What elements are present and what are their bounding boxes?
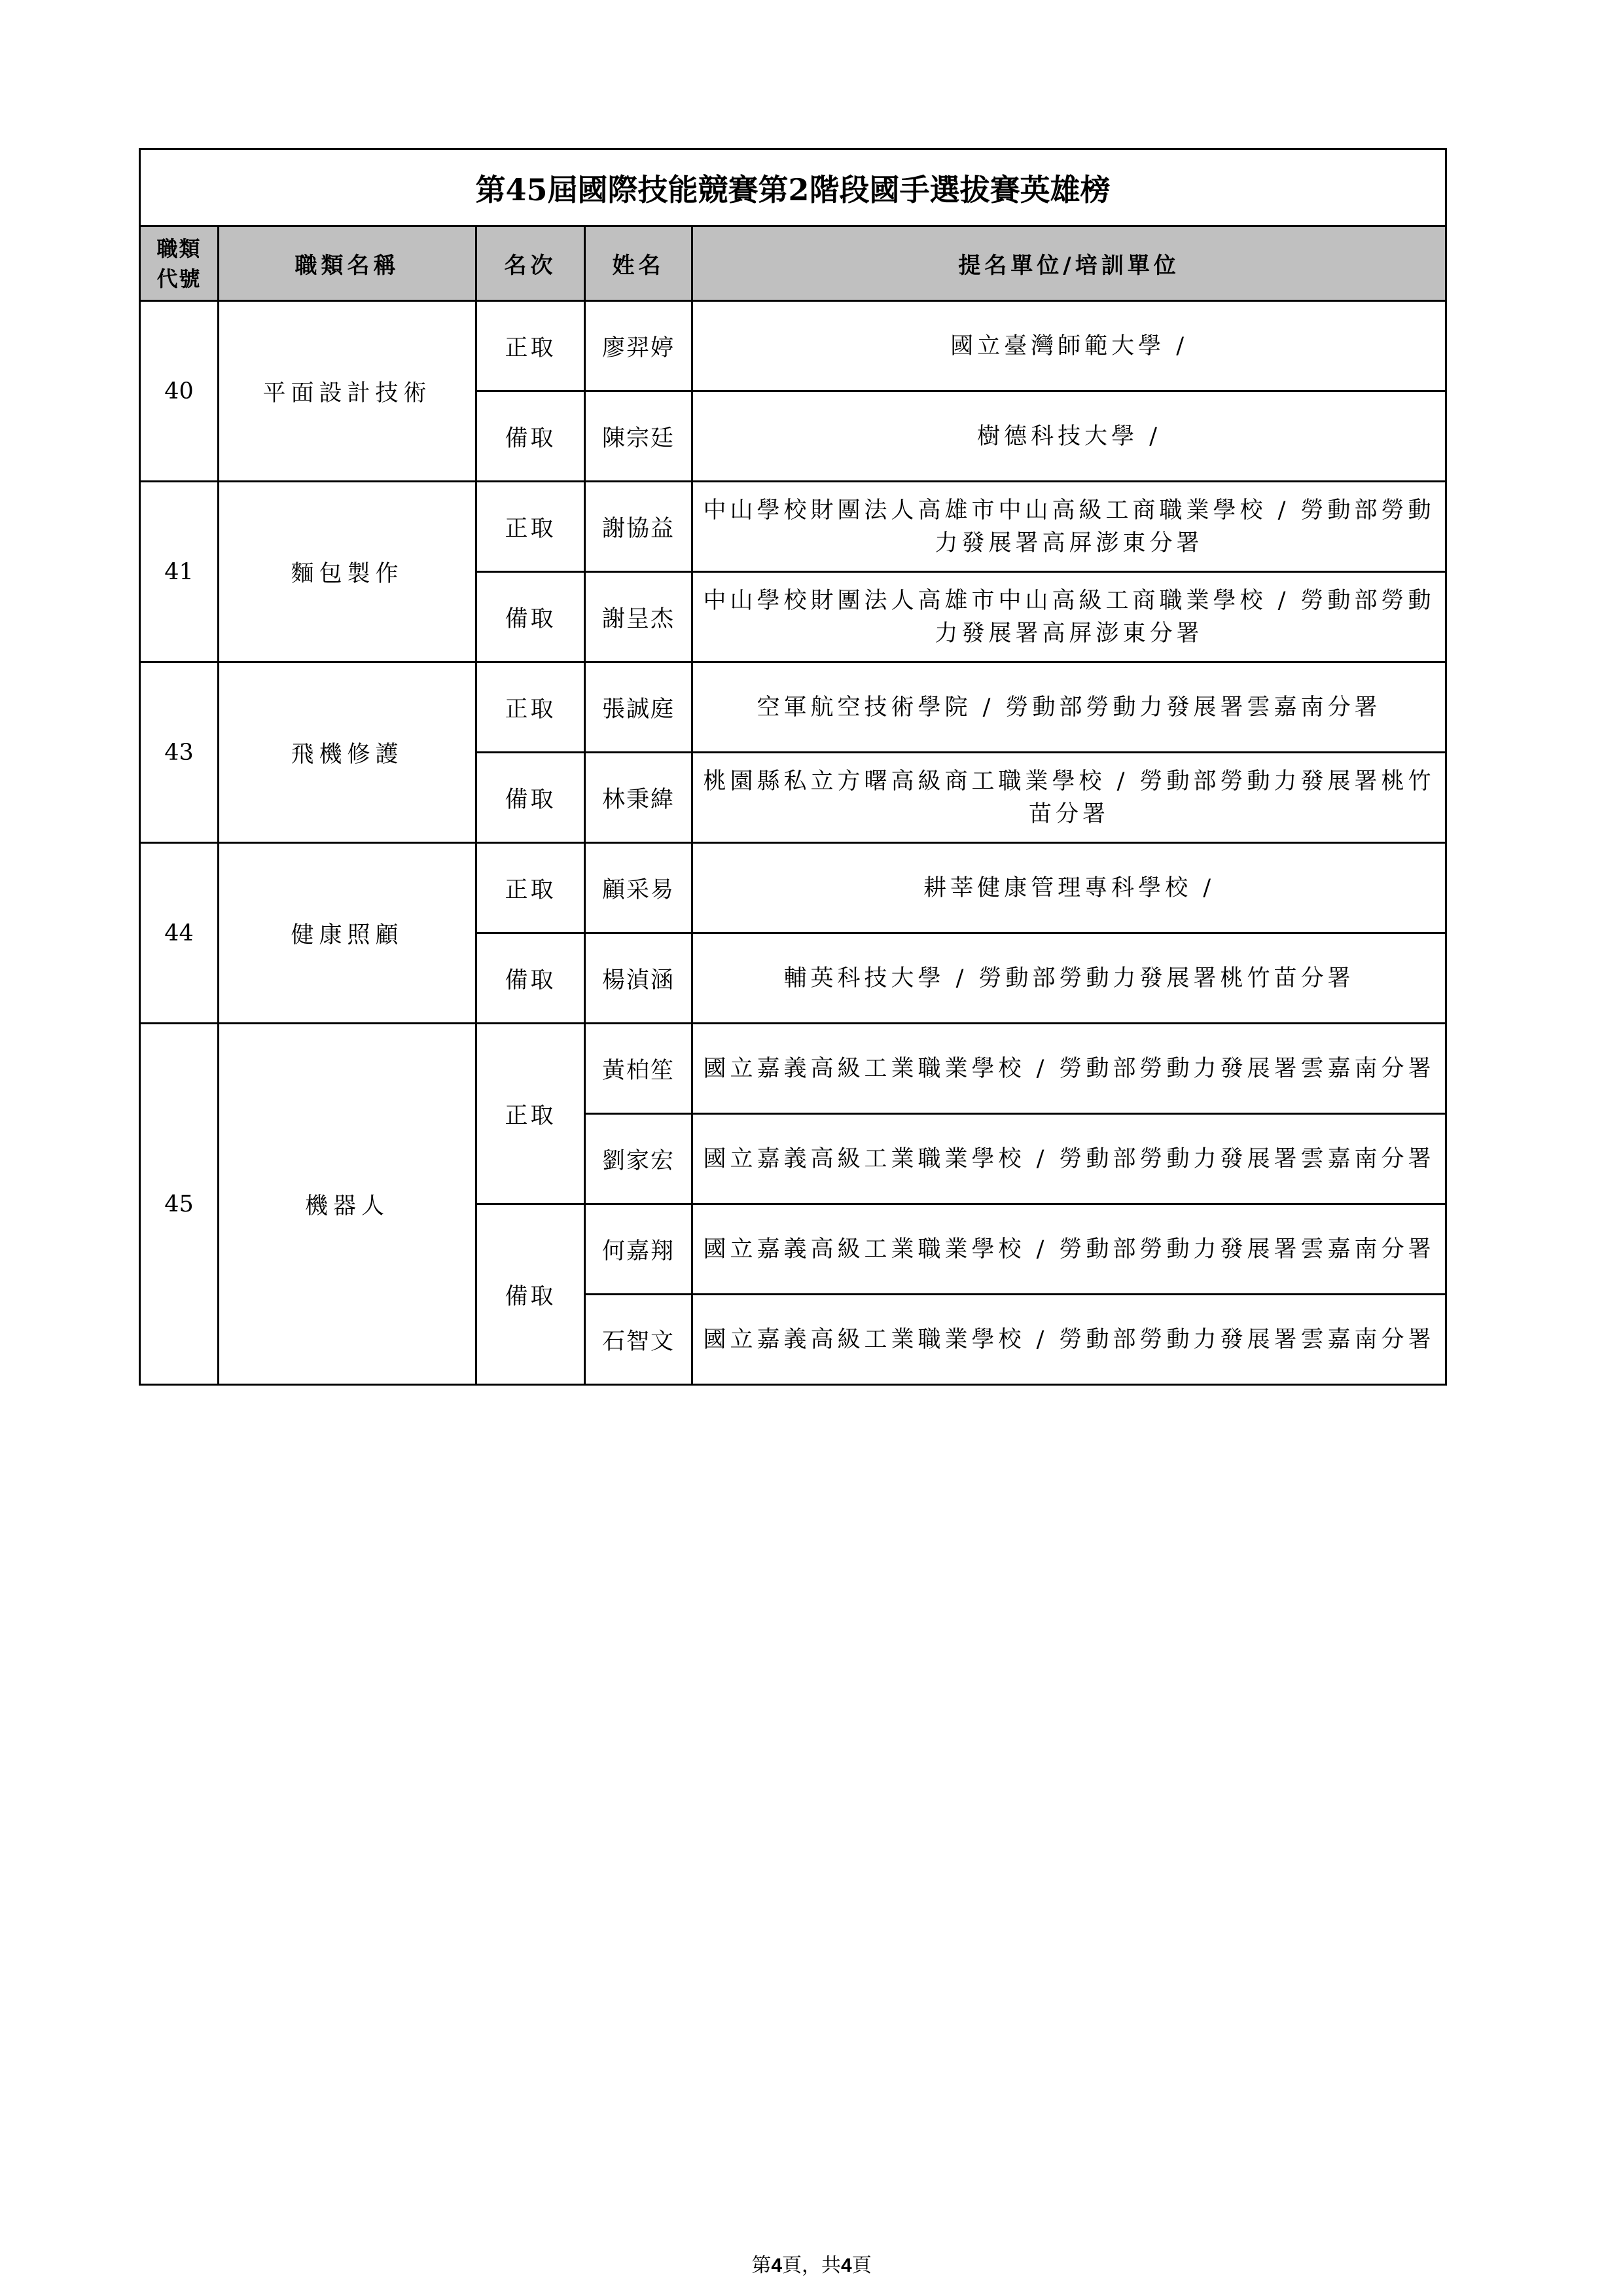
name-cell: 張誠庭	[585, 662, 692, 753]
title-row	[140, 149, 1446, 226]
name-cell: 廖羿婷	[585, 301, 692, 391]
header-row	[140, 226, 1446, 301]
table-row	[140, 301, 1446, 391]
header-unit: 提名單位/培訓單位	[692, 226, 1446, 301]
header-code	[140, 226, 219, 301]
page-prefix: 第	[751, 2254, 772, 2277]
name-cell: 石智文	[585, 1295, 692, 1385]
skill-code: 45	[140, 1024, 219, 1385]
name-cell: 劉家宏	[585, 1114, 692, 1204]
header-skill: 職類名稱	[219, 226, 476, 301]
unit-cell: 耕莘健康管理專科學校 /	[692, 843, 1446, 933]
rank-cell: 正取	[476, 482, 585, 572]
unit-cell: 中山學校財團法人高雄市中山高級工商職業學校 / 勞動部勞動力發展署高屏澎東分署	[692, 572, 1446, 662]
skill-code: 44	[140, 843, 219, 1024]
table-row	[140, 843, 1446, 933]
roster-table	[139, 148, 1447, 1386]
rank-cell: 備取	[476, 753, 585, 843]
skill-code: 40	[140, 301, 219, 482]
unit-cell: 空軍航空技術學院 / 勞動部勞動力發展署雲嘉南分署	[692, 662, 1446, 753]
skill-name: 健康照顧	[219, 843, 476, 1024]
page-current: 4	[771, 2255, 782, 2276]
unit-cell: 國立嘉義高級工業職業學校 / 勞動部勞動力發展署雲嘉南分署	[692, 1024, 1446, 1114]
unit-cell: 輔英科技大學 / 勞動部勞動力發展署桃竹苗分署	[692, 933, 1446, 1024]
rank-cell: 備取	[476, 933, 585, 1024]
page-total: 4	[841, 2255, 852, 2276]
skill-name: 飛機修護	[219, 662, 476, 843]
table-row	[140, 1024, 1446, 1114]
header-name: 姓名	[585, 226, 692, 301]
rank-cell: 備取	[476, 1204, 585, 1385]
page-mid: 頁，共	[782, 2254, 841, 2277]
rank-cell: 備取	[476, 572, 585, 662]
header-code-line2: 代號	[156, 266, 202, 291]
skill-name: 機器人	[219, 1024, 476, 1385]
name-cell: 謝協益	[585, 482, 692, 572]
page-title: 第45屆國際技能競賽第2階段國手選拔賽英雄榜	[140, 149, 1446, 226]
unit-cell: 國立嘉義高級工業職業學校 / 勞動部勞動力發展署雲嘉南分署	[692, 1114, 1446, 1204]
table-row	[140, 662, 1446, 753]
skill-code: 43	[140, 662, 219, 843]
skill-name: 麵包製作	[219, 482, 476, 662]
name-cell: 黃柏笙	[585, 1024, 692, 1114]
name-cell: 謝呈杰	[585, 572, 692, 662]
page-footer	[0, 2249, 1623, 2278]
name-cell: 陳宗廷	[585, 391, 692, 482]
name-cell: 何嘉翔	[585, 1204, 692, 1295]
rank-cell: 正取	[476, 1024, 585, 1204]
unit-cell: 中山學校財團法人高雄市中山高級工商職業學校 / 勞動部勞動力發展署高屏澎東分署	[692, 482, 1446, 572]
header-rank: 名次	[476, 226, 585, 301]
table-row	[140, 482, 1446, 572]
rank-cell: 正取	[476, 662, 585, 753]
unit-cell: 桃園縣私立方曙高級商工職業學校 / 勞動部勞動力發展署桃竹苗分署	[692, 753, 1446, 843]
unit-cell: 樹德科技大學 /	[692, 391, 1446, 482]
header-code-line1: 職類	[156, 236, 202, 261]
name-cell: 楊湞涵	[585, 933, 692, 1024]
unit-cell: 國立臺灣師範大學 /	[692, 301, 1446, 391]
page-suffix: 頁	[851, 2254, 872, 2277]
unit-cell: 國立嘉義高級工業職業學校 / 勞動部勞動力發展署雲嘉南分署	[692, 1204, 1446, 1295]
rank-cell: 正取	[476, 843, 585, 933]
rank-cell: 正取	[476, 301, 585, 391]
name-cell: 顧采易	[585, 843, 692, 933]
skill-code: 41	[140, 482, 219, 662]
rank-cell: 備取	[476, 391, 585, 482]
name-cell: 林秉緯	[585, 753, 692, 843]
skill-name: 平面設計技術	[219, 301, 476, 482]
unit-cell: 國立嘉義高級工業職業學校 / 勞動部勞動力發展署雲嘉南分署	[692, 1295, 1446, 1385]
